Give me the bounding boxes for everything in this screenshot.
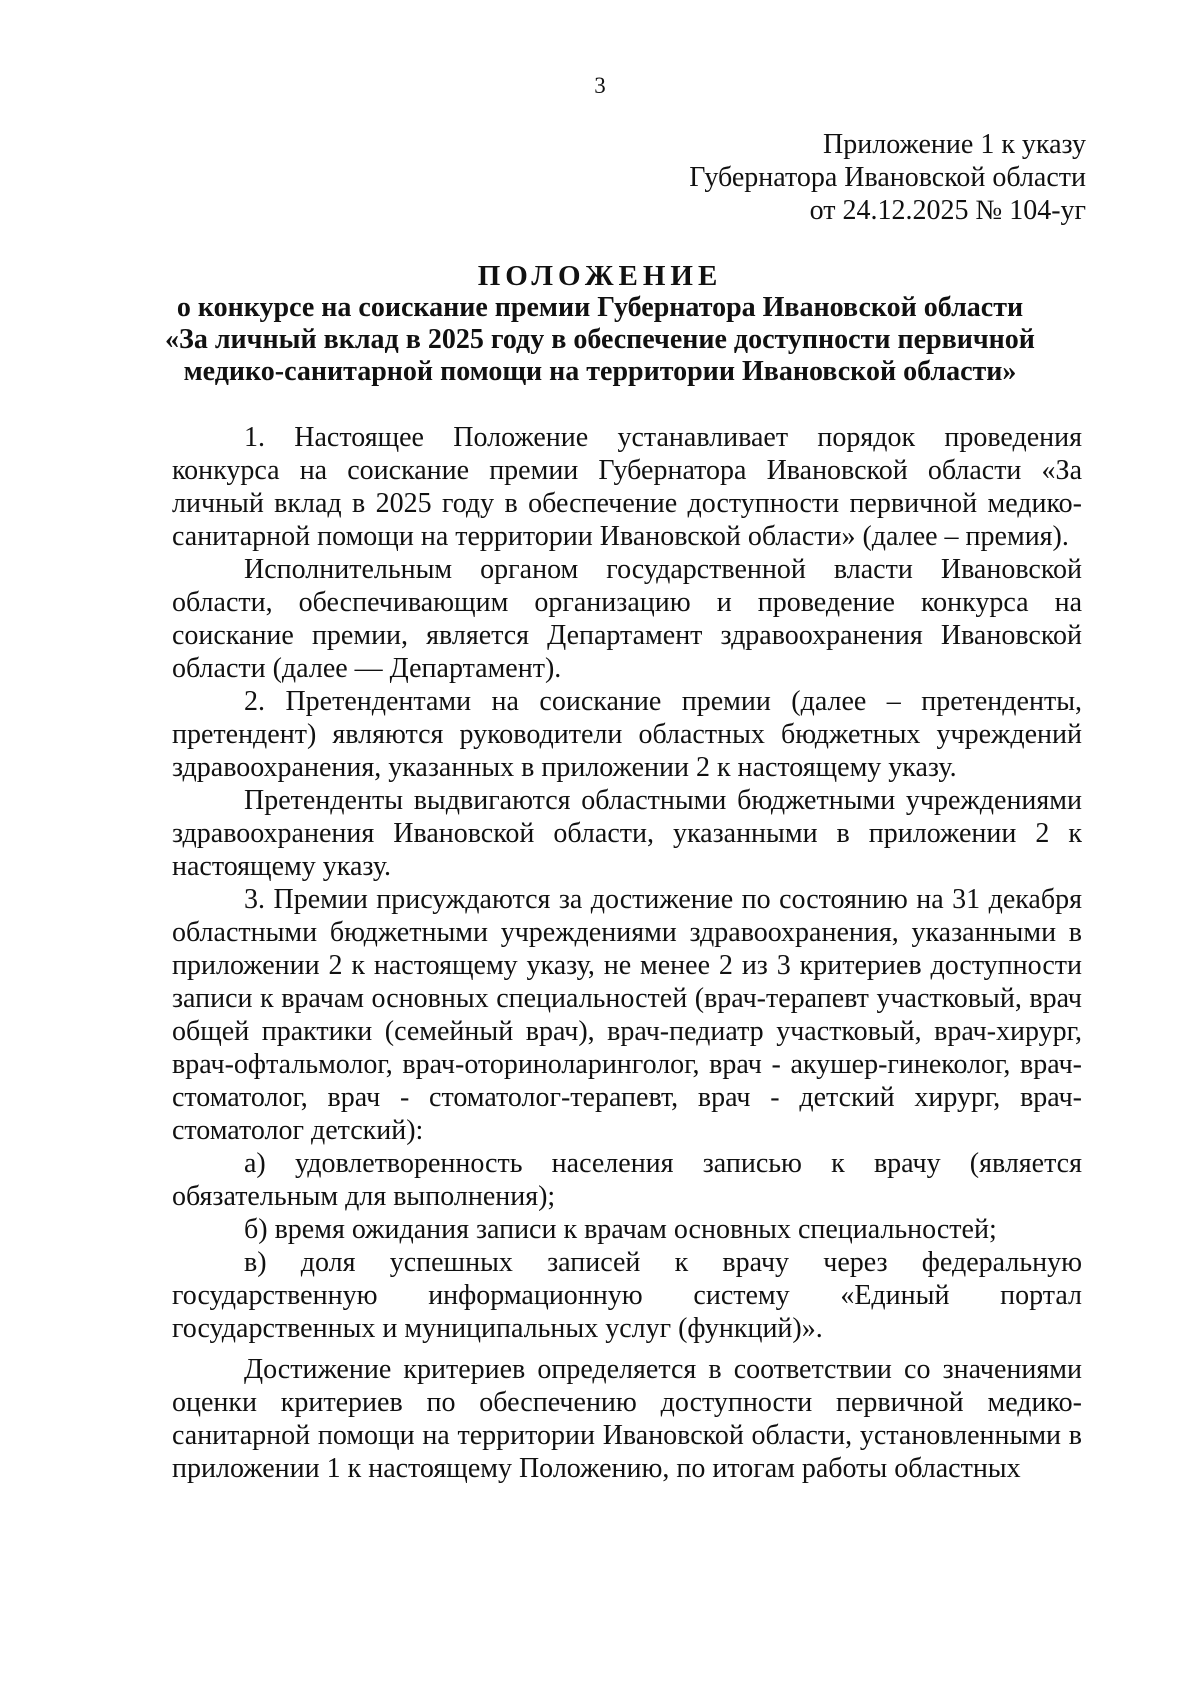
- body-paragraph: 2. Претендентами на соискание премии (далее – претенденты, претендент) являются руководители областных бюджетных учреждений здравоохранения, указанных в приложении 2 к настоящему указу.: [172, 686, 1082, 783]
- criteria-item: а) удовлетворенность населения записью к врачу (является обязательным для выполнения);: [172, 1148, 1082, 1212]
- document-title: ПОЛОЖЕНИЕ: [477, 260, 723, 292]
- body-paragraph: Претенденты выдвигаются областными бюджетными учреждениями здравоохранения Ивановской области, указанными в приложении 2 к настоящему указу.: [172, 785, 1082, 882]
- body-paragraph: 1. Настоящее Положение устанавливает порядок проведения конкурса на соискание премии Губернатора Ивановской области «За личный вклад в 2025 году в обеспечение доступности первичной медико-санитарной помощи на территории Ивановской области» (далее – премия).: [172, 422, 1082, 552]
- document-heading: [0, 260, 1200, 388]
- criteria-item: б) время ожидания записи к врачам основных специальностей;: [244, 1214, 997, 1245]
- page-number: 3: [594, 73, 606, 98]
- body-paragraph: 3. Премии присуждаются за достижение по состоянию на 31 декабря областными бюджетными учреждениями здравоохранения, указанными в приложении 2 к настоящему указу, не менее 2 из 3 критериев доступности записи к врачам основных специальностей (врач-терапевт участковый, врач общей практики (семейный врач), врач-педиатр участковый, врач-хирург, врач-офтальмолог, врач-оториноларинголог, врач - акушер-гинеколог, врач-стоматолог, врач - стоматолог-терапевт, врач - детский хирург, врач-стоматолог детский):: [172, 884, 1082, 1146]
- document-subtitle-line: медико-санитарной помощи на территории Ивановской области»: [183, 356, 1017, 387]
- document-subtitle-line: о конкурсе на соискание премии Губернатора Ивановской области: [176, 292, 1024, 323]
- body-paragraph: Достижение критериев определяется в соответствии со значениями оценки критериев по обеспечению доступности первичной медико-санитарной помощи на территории Ивановской области, установленными в приложении 1 к настоящему Положению, по итогам работы областных: [172, 1354, 1082, 1484]
- appendix-line: от 24.12.2025 № 104-уг: [809, 195, 1086, 226]
- appendix-reference: [689, 128, 1086, 227]
- document-subtitle-line: «За личный вклад в 2025 году в обеспечение доступности первичной: [165, 324, 1035, 355]
- criteria-item: в) доля успешных записей к врачу через федеральную государственную информационную систему «Единый портал государственных и муниципальных услуг (функций)».: [172, 1247, 1082, 1344]
- document-body: [172, 421, 1082, 1485]
- body-paragraph: Исполнительным органом государственной власти Ивановской области, обеспечивающим организацию и проведение конкурса на соискание премии, является Департамент здравоохранения Ивановской области (далее — Департамент).: [172, 554, 1082, 684]
- appendix-line: Губернатора Ивановской области: [689, 162, 1086, 193]
- appendix-line: Приложение 1 к указу: [823, 129, 1086, 160]
